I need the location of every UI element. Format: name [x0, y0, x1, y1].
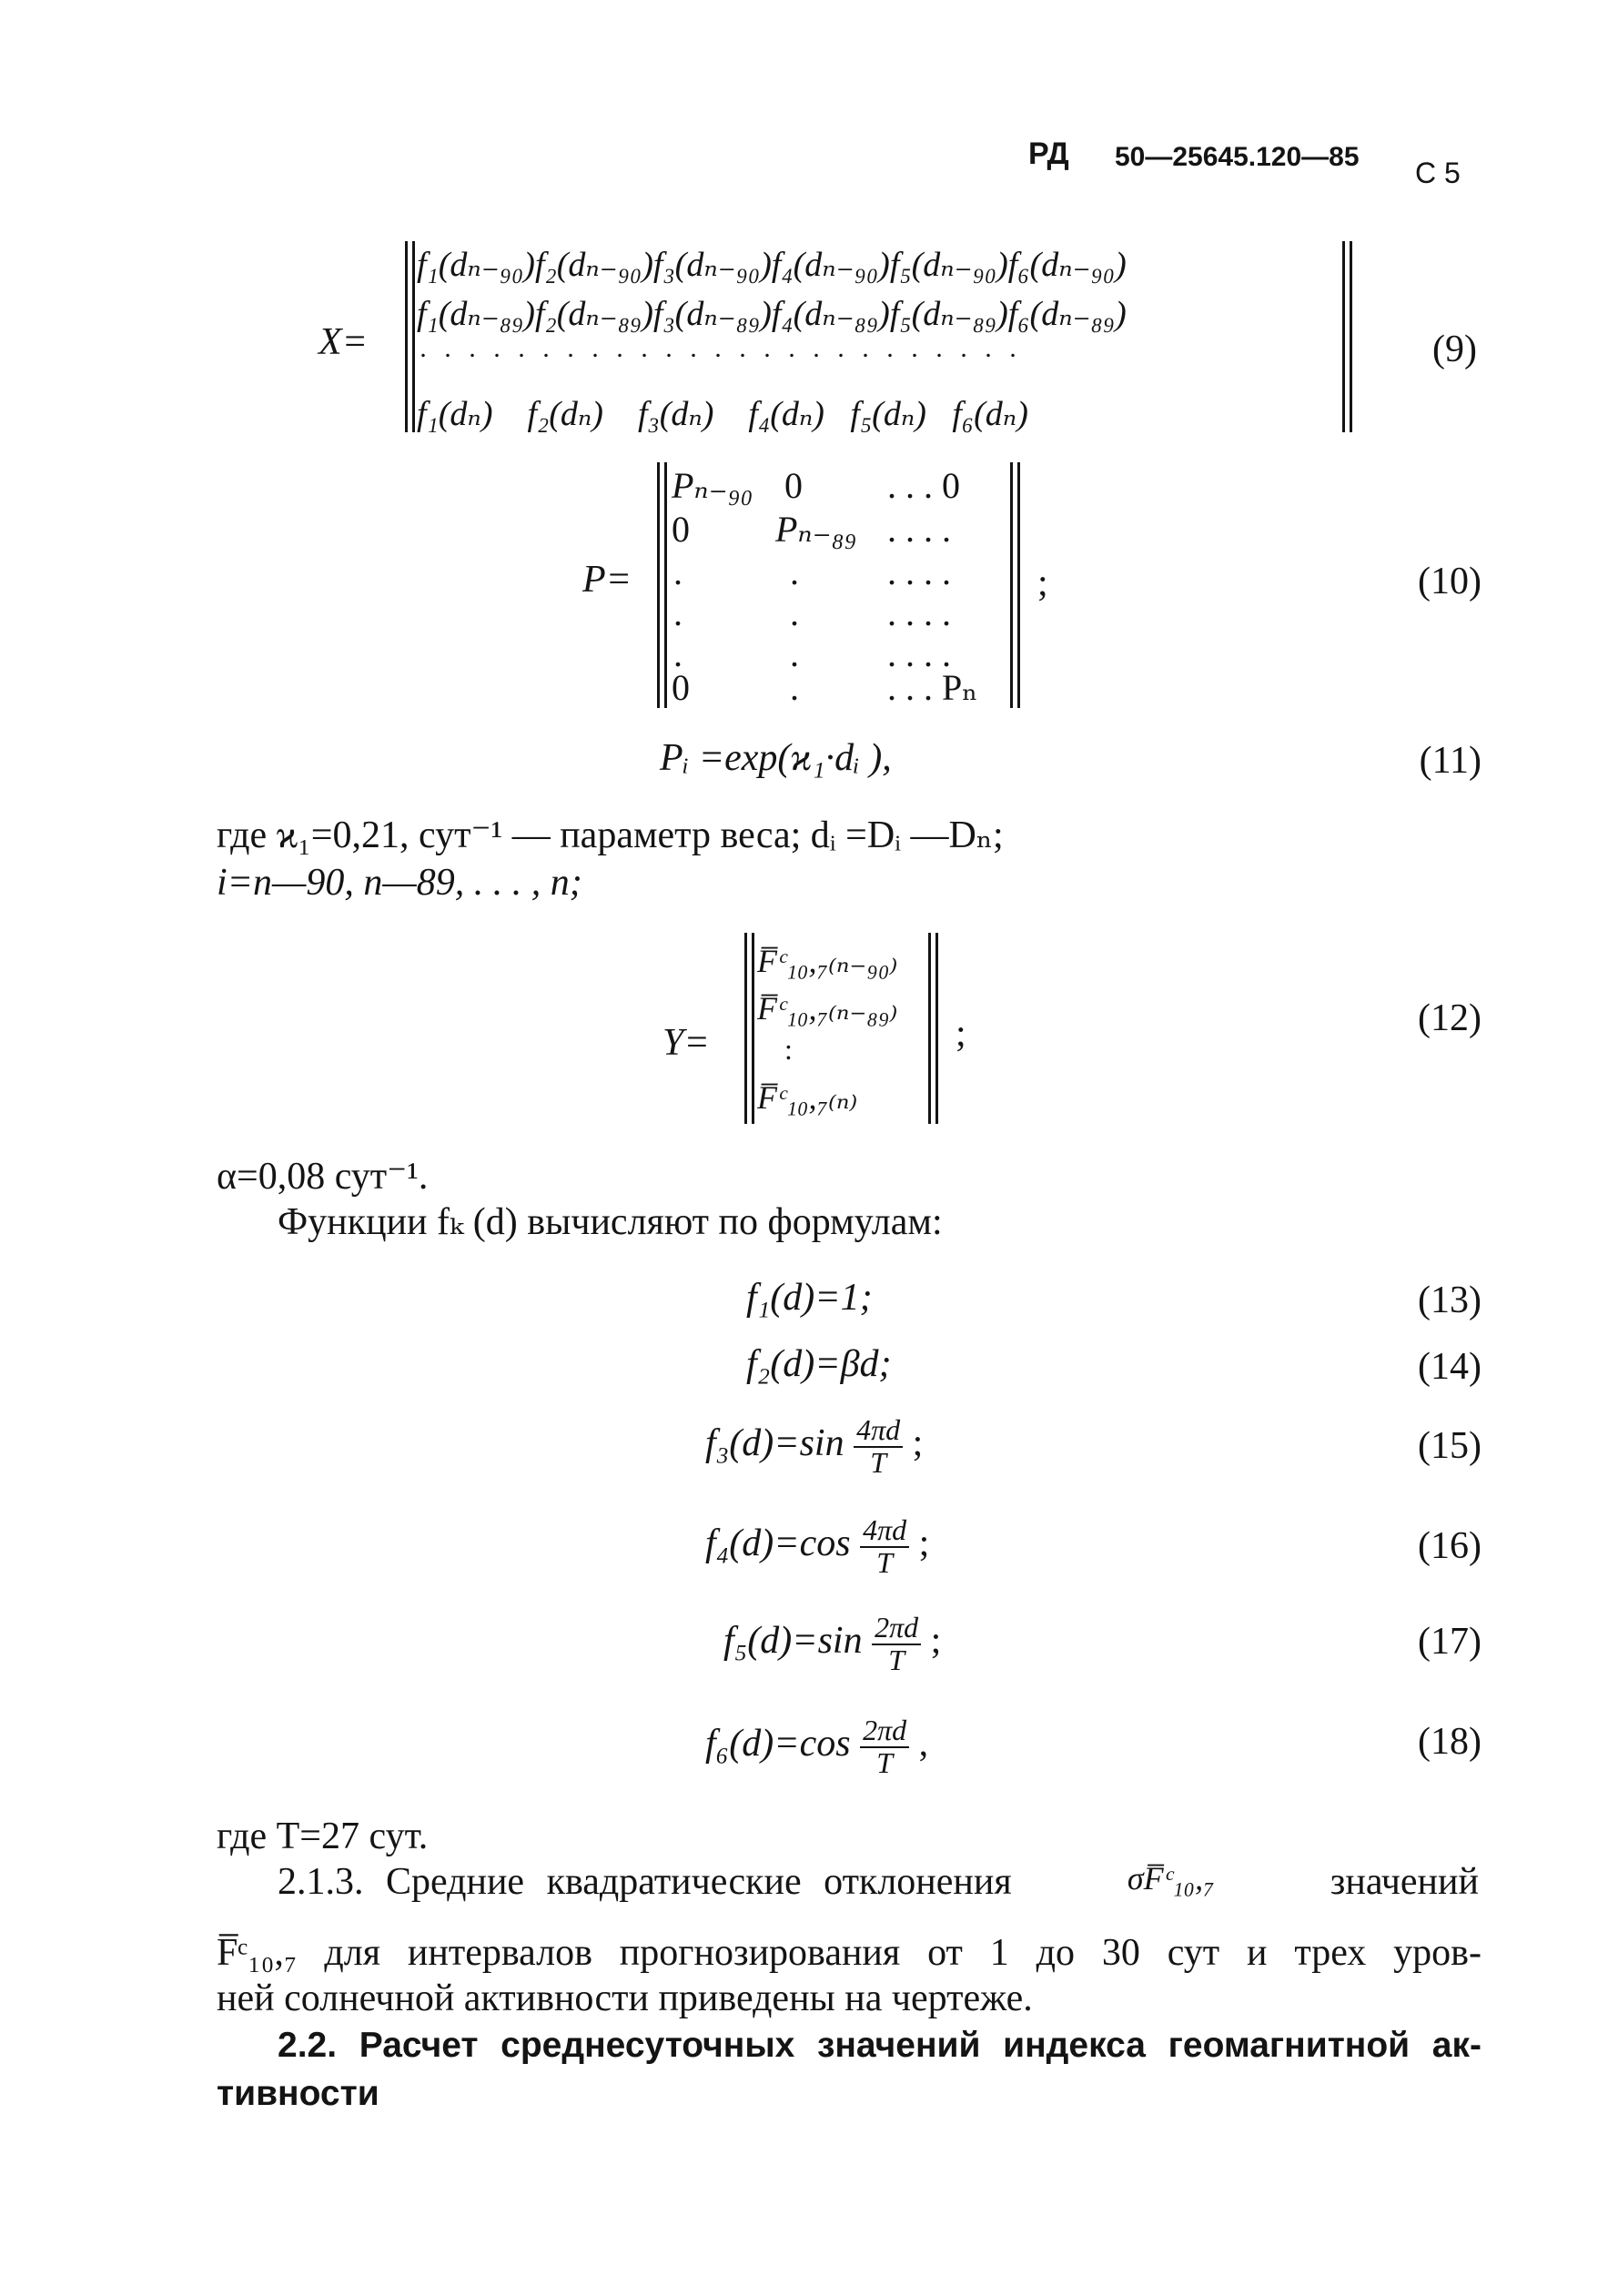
eq14-formula: f₂(d)=βd;: [746, 1343, 892, 1385]
eq16-number: (16): [1418, 1525, 1481, 1567]
eq12-row-1: F̅ᶜ₁₀,₇₍ₙ₋₉₀₎: [757, 943, 898, 979]
eq10-r1a: Pₙ₋₉₀: [672, 465, 753, 506]
eq12-number: (12): [1418, 997, 1481, 1039]
eq10-r5c: . . . .: [887, 633, 951, 674]
eq16-fraction: [860, 1515, 909, 1578]
where-t-line: где T=27 сут.: [217, 1816, 429, 1857]
eq13-formula: f₁(d)=1;: [746, 1277, 873, 1319]
page-number: С 5: [1415, 157, 1461, 189]
eq14-number: (14): [1418, 1346, 1481, 1388]
index-range-line: i=n—90, n—89, . . . , n;: [217, 862, 582, 904]
eq10-r3b: .: [790, 551, 799, 592]
eq17-number: (17): [1418, 1621, 1481, 1663]
eq10-r4b: .: [790, 592, 799, 633]
eq15-numerator: 4πd: [854, 1415, 903, 1448]
eq12-right-bracket: [928, 933, 938, 1124]
eq15-denominator: T: [870, 1445, 887, 1479]
eq18-number: (18): [1418, 1721, 1481, 1763]
eq16-denominator: T: [876, 1545, 893, 1579]
eq11-formula: Pᵢ =exp(ϰ₁·dᵢ ),: [660, 737, 892, 779]
para-213-text-b: значений: [1330, 1861, 1479, 1903]
eq18-denominator: T: [876, 1745, 893, 1779]
sigma-symbol: σF̅ᶜ₁₀,₇: [1127, 1860, 1215, 1896]
eq17-lhs: f₅(d)=sin: [723, 1620, 863, 1663]
eq16-lhs: f₄(d)=cos: [705, 1522, 851, 1565]
eq10-r1b: 0: [784, 465, 803, 506]
eq18-tail: ,: [918, 1723, 929, 1765]
eq10-r3a: .: [673, 551, 683, 592]
eq9-number: (9): [1432, 329, 1477, 370]
eq10-r2a: 0: [672, 509, 690, 550]
eq16-tail: ;: [918, 1522, 930, 1565]
eq15-tail: ;: [912, 1422, 924, 1465]
eq10-lhs: P=: [582, 559, 632, 601]
eq12-row-2: F̅ᶜ₁₀,₇₍ₙ₋₈₉₎: [757, 990, 898, 1027]
eq12-tail: ;: [956, 1013, 966, 1055]
para-213-line1: [278, 1856, 1479, 1908]
eq15-lhs: f₃(d)=sin: [705, 1422, 844, 1465]
eq17: [723, 1613, 941, 1675]
eq12-row-4: F̅ᶜ₁₀,₇₍ₙ₎: [757, 1079, 858, 1116]
eq10-right-bracket: [1010, 462, 1020, 708]
eq12-lhs: Y=: [662, 1022, 710, 1064]
para-213-line2: F̅ᶜ₁₀,₇ для интервалов прогнозирования от 1 до 30 сут и трех уров-: [217, 1932, 1481, 1974]
para-213-text-a: 2.1.3. Средние квадратические отклонения: [278, 1861, 1012, 1903]
eq10-r6c: . . . Pₙ: [887, 667, 978, 708]
eq10-number: (10): [1418, 561, 1481, 602]
eq9-row-1: f₁(dₙ₋₉₀)f₂(dₙ₋₉₀)f₃(dₙ₋₉₀)f₄(dₙ₋₉₀)f₅(dₙ₋₉₀)f₆(dₙ₋₉₀): [417, 246, 1127, 284]
eq18-lhs: f₆(d)=cos: [705, 1723, 851, 1765]
eq9-left-bracket: [405, 241, 415, 432]
eq9-right-bracket: [1342, 241, 1352, 432]
eq10-r6a: 0: [672, 667, 690, 708]
section-22-title-line2: тивности: [217, 2074, 379, 2113]
eq15-number: (15): [1418, 1425, 1481, 1467]
eq9-row-3: . . . . . . . . . . . . . . . . . . . . . . . . .: [420, 333, 1023, 363]
functions-intro: Функции fₖ (d) вычисляют по формулам:: [278, 1201, 943, 1243]
eq10-left-bracket: [657, 462, 667, 708]
doc-code: РД: [1028, 137, 1069, 171]
eq15: [705, 1415, 923, 1478]
para-213-line3: ней солнечной активности приведены на чертеже.: [217, 1977, 1033, 2019]
eq10-r4a: .: [673, 592, 683, 633]
eq17-fraction: [872, 1613, 921, 1675]
eq10-r5b: .: [790, 633, 799, 674]
eq17-tail: ;: [930, 1620, 942, 1663]
eq9-lhs: X=: [319, 321, 368, 363]
eq18-fraction: [860, 1715, 909, 1778]
eq10-r5a: .: [673, 633, 683, 674]
eq18: [705, 1715, 928, 1778]
eq17-denominator: T: [888, 1643, 905, 1676]
eq10-r1c: . . . 0: [887, 465, 960, 506]
eq10-tail: ;: [1037, 562, 1048, 604]
eq9-row-4: f₁(dₙ) f₂(dₙ) f₃(dₙ) f₄(dₙ) f₅(dₙ) f₆(dₙ): [417, 395, 1028, 433]
eq10-r6b: .: [790, 667, 799, 708]
eq10-r2b: Pₙ₋₈₉: [775, 509, 857, 550]
alpha-line: α=0,08 сут⁻¹.: [217, 1156, 429, 1198]
section-22-title-line1: 2.2. Расчет среднесуточных значений индекса геомагнитной ак-: [278, 2026, 1481, 2065]
eq11-number: (11): [1419, 740, 1481, 782]
eq16-numerator: 4πd: [860, 1515, 909, 1548]
eq10-r2c: . . . .: [887, 509, 951, 550]
eq13-number: (13): [1418, 1279, 1481, 1321]
eq12-left-bracket: [744, 933, 754, 1124]
eq18-numerator: 2πd: [860, 1715, 909, 1748]
eq10-r4c: . . . .: [887, 592, 951, 633]
eq17-numerator: 2πd: [872, 1613, 921, 1645]
doc-number: 50—25645.120—85: [1115, 142, 1360, 172]
where-kappa-line: где ϰ₁=0,21, сут⁻¹ — параметр веса; dᵢ =Dᵢ —Dₙ;: [217, 814, 1004, 856]
eq16: [705, 1515, 929, 1578]
eq9-row-2: f₁(dₙ₋₈₉)f₂(dₙ₋₈₉)f₃(dₙ₋₈₉)f₄(dₙ₋₈₉)f₅(dₙ₋₈₉)f₆(dₙ₋₈₉): [417, 295, 1127, 333]
eq15-fraction: [854, 1415, 903, 1478]
eq10-r3c: . . . .: [887, 551, 951, 592]
eq12-row-3: :: [784, 1033, 793, 1066]
